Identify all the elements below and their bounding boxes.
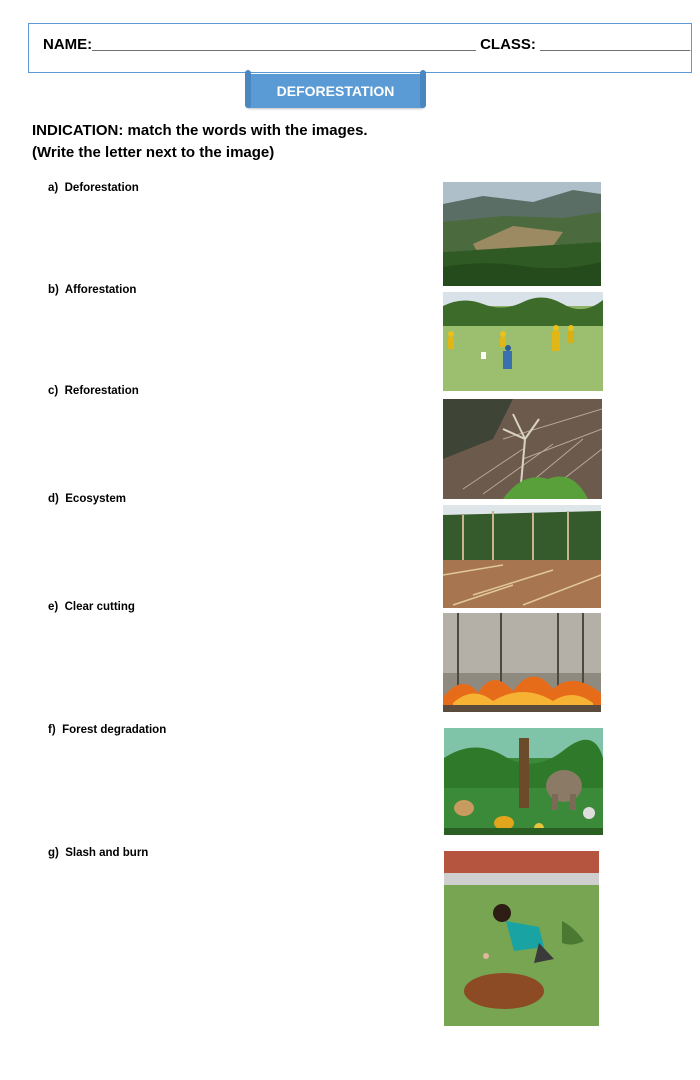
student-info-box (28, 23, 692, 73)
term-word: Reforestation (64, 385, 139, 397)
instruction-line-1: INDICATION: match the words with the images. (32, 122, 368, 139)
term-e (48, 601, 135, 613)
name-field[interactable]: ______________________________________________ (92, 36, 476, 53)
term-letter: c) (48, 385, 59, 397)
name-label: NAME: (43, 36, 93, 53)
term-word: Clear cutting (64, 601, 135, 613)
term-letter: f) (48, 724, 56, 736)
term-letter: e) (48, 601, 59, 613)
term-word: Slash and burn (65, 847, 149, 859)
title-banner (247, 74, 424, 108)
term-word: Deforestation (64, 182, 139, 194)
term-d (48, 493, 126, 505)
term-word: Afforestation (64, 284, 137, 296)
term-letter: g) (48, 847, 59, 859)
instruction-line-2: (Write the letter next to the image) (32, 144, 275, 161)
image-burned-slope-tree (443, 399, 602, 499)
term-word: Forest degradation (62, 724, 167, 736)
image-forest-fire (443, 613, 601, 712)
student-info-line (43, 36, 690, 53)
instructions (32, 120, 368, 164)
term-c (48, 385, 139, 397)
image-felled-forest (443, 505, 601, 608)
term-word: Ecosystem (65, 493, 126, 505)
term-f (48, 724, 166, 736)
class-label: CLASS: (480, 36, 536, 53)
term-a (48, 182, 139, 194)
term-b (48, 284, 136, 296)
term-letter: a) (48, 182, 59, 194)
term-letter: b) (48, 284, 59, 296)
image-jungle-ecosystem (444, 728, 603, 835)
class-field[interactable]: __________________ (540, 36, 691, 53)
image-tree-planting-group (443, 292, 603, 391)
image-woman-planting (444, 851, 599, 1026)
worksheet-title: DEFORESTATION (276, 83, 395, 99)
term-letter: d) (48, 493, 59, 505)
image-hillside-clearing (443, 182, 601, 286)
term-g (48, 847, 148, 859)
